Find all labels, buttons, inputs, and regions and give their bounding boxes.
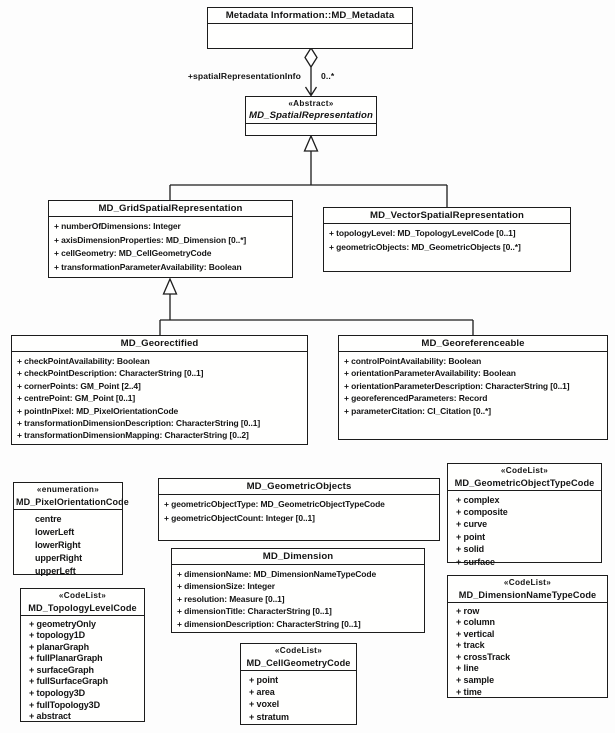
association-multiplicity-label: 0..* [321,71,335,81]
attribute-row: + point [456,531,486,542]
class-header [241,644,356,671]
attribute-row: + parameterCitation: CI_Citation [0..*] [344,405,492,416]
attribute-row: + centrePoint: GM_Point [0..1] [17,393,136,404]
class-header [21,589,144,616]
attribute-row: + axisDimensionProperties: MD_Dimension [0..*] [54,234,247,245]
class-name: MD_Dimension [262,551,334,562]
generalization-triangle-icon [164,279,177,294]
class-box-md-vector-spatial-representation [323,207,571,272]
attribute-row: + transformationDimensionDescription: CharacterString [0..1] [17,418,261,429]
stereotype-label: «CodeList» [274,646,323,655]
class-header [14,483,129,510]
empty-attributes-compartment [246,124,376,136]
attribute-row: + solid [456,544,485,555]
class-header [208,8,412,24]
class-name: MD_VectorSpatialRepresentation [370,210,524,221]
attribute-row: + fullSurfaceGraph [29,676,108,687]
attribute-row: upperRight [35,552,82,563]
attributes-compartment [159,495,439,540]
attribute-row: + track [456,640,485,651]
generalization-triangle-icon [305,136,318,151]
class-header [159,479,439,495]
class-header [246,97,376,124]
class-box-md-pixel-orientation-code [13,482,129,576]
attribute-row: lowerRight [35,539,81,550]
class-box-md-spatial-representation [245,96,377,136]
attribute-row: + point [249,674,279,685]
attribute-row: + controlPointAvailability: Boolean [344,356,482,366]
attribute-row: + row [456,605,480,616]
attribute-row: + fullPlanarGraph [29,653,103,664]
attribute-row: + pointInPixel: MD_PixelOrientationCode [17,405,179,416]
class-header [339,336,607,352]
attribute-row: + area [249,686,275,697]
attribute-row: + stratum [249,711,289,722]
class-header [448,576,607,603]
stereotype-label: «enumeration» [36,485,100,494]
attributes-compartment [49,217,292,277]
attribute-row: + sample [456,675,494,686]
class-box-md-metadata [207,7,413,49]
class-box-md-geometric-objects [158,478,440,541]
codelist-values-compartment [241,671,356,726]
attribute-row: + abstract [29,711,71,722]
attribute-row: upperLeft [35,565,76,576]
class-name: MD_CellGeometryCode [246,657,351,668]
attribute-row: + topology1D [29,630,86,641]
attribute-row: + topologyLevel: MD_TopologyLevelCode [0..1] [329,228,516,238]
attribute-row: + dimensionDescription: CharacterString [0..1] [177,618,361,629]
empty-attributes-compartment [208,24,412,48]
codelist-values-compartment [21,616,144,725]
attribute-row: + orientationParameterAvailability: Boolean [344,368,516,379]
stereotype-label: «CodeList» [500,466,549,475]
attribute-row: + topology3D [29,688,86,699]
attribute-row: + resolution: Measure [0..1] [177,593,285,604]
attribute-row: + dimensionName: MD_DimensionNameTypeCode [177,569,377,579]
attribute-row: + planarGraph [29,641,89,652]
class-header [172,549,424,565]
attributes-compartment [12,352,307,444]
attribute-row: + geometryOnly [29,618,96,629]
class-name: MD_GeometricObjectTypeCode [454,477,595,488]
attribute-row: + georeferencedParameters: Record [344,393,488,404]
attribute-row: centre [35,513,62,524]
class-name: MD_DimensionNameTypeCode [458,589,597,600]
class-box-md-georectified [11,335,308,445]
codelist-values-compartment [448,491,601,570]
attribute-row: + surface [456,556,495,567]
class-header [324,208,570,224]
class-box-md-topology-level-code [20,588,145,722]
attribute-row: + time [456,686,482,697]
attribute-row: + geometricObjectCount: Integer [0..1] [164,512,315,523]
stereotype-label: «CodeList» [58,591,107,600]
class-box-md-grid-spatial-representation [48,200,293,278]
codelist-values-compartment [448,603,607,701]
attribute-row: + transformationDimensionMapping: CharacterString [0..2] [17,430,249,441]
attribute-row: + voxel [249,699,280,710]
class-header [49,201,292,217]
attribute-row: + checkPointDescription: CharacterString [0..1] [17,368,204,379]
enumeration-values-compartment [14,510,122,580]
class-name: MD_SpatialRepresentation [249,109,373,121]
attribute-row: + curve [456,519,488,530]
association-role-label: +spatialRepresentationInfo [187,71,301,81]
attribute-row: + numberOfDimensions: Integer [54,221,181,231]
attribute-row: + vertical [456,628,495,639]
aggregation-diamond-icon [305,48,317,67]
attribute-row: + cornerPoints: GM_Point [2..4] [17,380,141,391]
attribute-row: + fullTopology3D [29,699,100,710]
attribute-row: + cellGeometry: MD_CellGeometryCode [54,248,212,259]
class-box-md-cell-geometry-code [240,643,357,725]
class-header [448,464,601,491]
attribute-row: + checkPointAvailability: Boolean [17,356,150,366]
attribute-row: + crossTrack [456,651,511,662]
class-box-md-geometric-object-type-code [447,463,602,567]
class-name: Metadata Information::MD_Metadata [225,10,395,21]
class-box-md-dimension-name-type-code [447,575,608,698]
attributes-compartment [172,565,424,632]
attribute-row: + composite [456,506,508,517]
attribute-row: + column [456,617,495,628]
attributes-compartment [339,352,607,439]
attribute-row: + dimensionTitle: CharacterString [0..1] [177,606,332,617]
class-box-md-dimension [171,548,425,633]
class-name: MD_Georectified [120,338,199,349]
class-name: MD_GridSpatialRepresentation [98,203,243,214]
class-header [12,336,307,352]
class-name: MD_GeometricObjects [246,481,352,492]
stereotype-label: «Abstract» [288,99,334,108]
attribute-row: lowerLeft [35,526,75,537]
attribute-row: + orientationParameterDescription: CharacterString [0..1] [344,380,570,391]
class-name: MD_TopologyLevelCode [28,602,137,613]
class-name: MD_Georeferenceable [421,338,525,349]
attribute-row: + line [456,663,479,674]
attribute-row: + complex [456,494,500,505]
class-name: MD_PixelOrientationCode [16,496,129,507]
open-arrowhead-icon [306,87,317,96]
class-box-md-georeferenceable [338,335,608,440]
attribute-row: + transformationParameterAvailability: Boolean [54,261,242,272]
attribute-row: + geometricObjectType: MD_GeometricObjectTypeCode [164,499,385,509]
attribute-row: + geometricObjects: MD_GeometricObjects [0..*] [329,241,521,252]
attribute-row: + dimensionSize: Integer [177,581,275,592]
attribute-row: + surfaceGraph [29,664,94,675]
attributes-compartment [324,224,570,271]
stereotype-label: «CodeList» [503,578,552,587]
